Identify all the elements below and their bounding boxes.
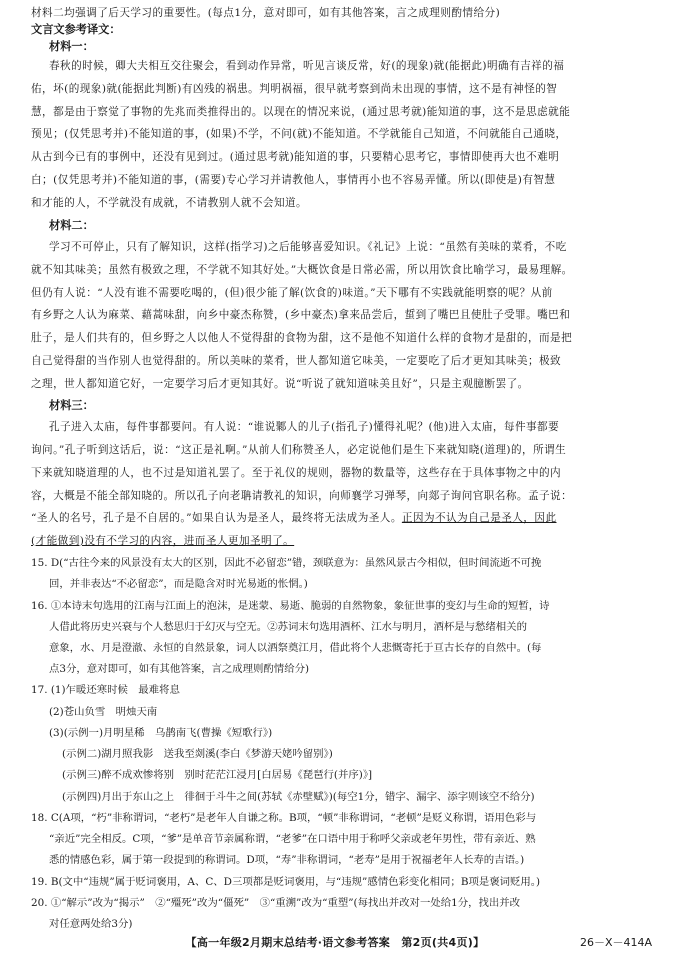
material-three-line (31, 511, 651, 525)
material-three-title: 材料三： (49, 398, 94, 412)
answer-line: “亲近”完全相反。C项，“爹”是单音节亲属称谓，“老爹”在口语中用于称呼父亲或老年男性，带有亲近、熟 (49, 833, 536, 846)
answer-line: 点3分，意对即可，如有其他答案，言之成理则酌情给分) (49, 663, 310, 676)
material-three-line: 下来就知晓道理的人，也不过是知道礼罢了。至于礼仪的规则，器物的数量等，这些存在于具体事物之中的内 (31, 467, 562, 479)
answer-line: 19. B(文中“违规”属于贬词褒用，A、C、D三项都是贬词褒用，与“违规”感情色彩变化相同；B项是褒词贬用。) (31, 875, 541, 888)
answer-line: (3)(示例一)月明星稀 乌鹊南飞(曹操《短歌行》) (49, 726, 273, 739)
section-title: 文言文参考译文： (31, 22, 121, 36)
material-three-line: 孔子进入太庙，每件事都要问。有人说：“谁说鄹人的儿子(指孔子)懂得礼呢？(他)进入太庙，每件事都要 (49, 421, 560, 433)
material-one-title: 材料一： (49, 39, 94, 53)
material-two-line: 有乡野之人认为麻菜、藉蒿味甜，向乡中豪杰称赞，(乡中豪杰)拿来品尝后，蜇到了嘴巴且使肚子受罪。嘴巴和 (31, 309, 571, 321)
material-three-underlined-text: (才能做到)没有不学习的内容，进而圣人更加圣明了。 (31, 535, 295, 547)
material-one-line: 白；(仅凭思考并)不能知道的事，(需要)专心学习并请教他人，事情再小也不容易弄懂。所以(即使是)有智慧 (31, 174, 556, 186)
material-one-line: 从古到今已有的事例中，还没有见到过。(通过思考就)能知道的事，只要精心思考它，事情即使再大也不难明 (31, 151, 560, 163)
answer-line: 20. ①“解示”改为“揭示” ②“殭死”改为“僵死” ③“重溯”改为“重塑”(每找出并改对一处给1分，找出并改 (31, 896, 521, 909)
material-one-line: 慧，都是由于察觉了事物的先兆而类推得出的。以现在的情况来说，(通过思考就)能知道的事，这不是思虑就能 (31, 106, 571, 118)
top-line: 材料二均强调了后天学习的重要性。(每点1分，意对即可，如有其他答案，言之成理则酌情给分) (31, 7, 501, 19)
answer-line: 回，并非表达“不必留恋”，而是隐含对时光易逝的怅惘。) (49, 578, 308, 591)
material-one-line: 春秋的时候，卿大夫相互交往聚会，看到动作异常，听见言谈反常，好(的现象)就(能据此)明确有吉祥的福 (49, 60, 565, 72)
answer-line: 17. (1)乍暖还寒时候 最难将息 (31, 684, 180, 697)
material-one-line: 和才能的人，不学就没有成就，不请教别人就不会知道。 (31, 197, 308, 209)
material-one-line: 预见；(仅凭思考并)不能知道的事，(如果)不学，不问(就)不能知道。不学就能自己知道，不问就能自己通晓， (31, 128, 567, 140)
page-footer (0, 935, 677, 951)
answer-line: (示例四)月出于东山之上 徘徊于斗牛之间(苏轼《赤壁赋》)(每空1分，错字、漏字、添字则该空不给分) (62, 790, 535, 803)
answer-line: (2)苍山负雪 明烛天南 (49, 705, 158, 718)
answer-line: 悉的情感色彩，属于第一段提到的称谓词。D项，“寿”非称谓词，“老寿”是用于祝福老年人长寿的吉语。) (49, 854, 525, 867)
material-two-line: 就不知其味美；虽然有极致之理，不学就不知其好处。”大概饮食是日常必需，所以用饮食比喻学习，最易理解。 (31, 264, 573, 276)
material-two-line: 之理，世人都知道它好，一定要学习后才更知其好。说“听说了就知道味美且好”，只是主观臆断罢了。 (31, 378, 529, 390)
material-two-line: 学习不可停止，只有了解知识，这样(指学习)之后能够喜爱知识。《礼记》上说：“虽然有美味的菜肴，不吃 (49, 241, 567, 253)
answer-line: (示例三)醉不成欢惨将别 别时茫茫江浸月[白居易《琵琶行(并序)》] (62, 769, 373, 782)
answer-line: 18. C(A项，“朽”非称谓词，“老朽”是老年人自谦之称。B项，“顿”非称谓词，“老顿”是贬义称谓，语用色彩与 (31, 811, 537, 824)
answer-line: 16. ①本诗末句选用的江南与江面上的泡沫，是迷蒙、易逝、脆弱的自然物象，象征世事的变幻与生命的短暂，诗 (31, 599, 550, 612)
answer-line: 意象，水、月是澄澈、永恒的自然景象，词人以酒祭奠江月，借此将个人悲慨寄托于亘古长存的自然中。(每 (49, 641, 542, 654)
material-three-underlined-text: 正因为不认为自己是圣人，因此 (401, 512, 557, 524)
answer-line: 对任意两处给3分) (49, 918, 133, 930)
material-three-line: 容，大概是不能全部知晓的。所以孔子向老聃请教礼的知识，向师襄学习弹琴，向郯子询问官职名称。孟子说： (31, 490, 573, 502)
material-three-line (31, 534, 651, 548)
answer-line: 人借此将历史兴衰与个人愁思归于幻灭与空无。②苏词末句选用酒杯、江水与明月，酒杯是与愁绪相关的 (49, 620, 527, 633)
answer-line: 15. D(“古往今来的风景没有太大的区别，因此不必留恋”错，颈联意为：虽然风景古今相似，但时间流逝不可挽 (31, 557, 542, 569)
material-two-line: 但仍有人说：“人没有谁不需要吃喝的，(但)很少能了解(饮食的)味道。”天下哪有不实践就能明察的呢？从前 (31, 287, 553, 299)
footer-title: 【高一年级2月期末总结考·语文参考答案 第2页(共4页)】 (185, 936, 485, 949)
material-two-title: 材料二： (49, 218, 94, 232)
material-three-text: “圣人的名号，孔子是不自居的。”如果自认为是圣人，最终将无法成为圣人。 (31, 512, 402, 524)
material-two-line: 自己觉得甜的当作别人也觉得甜的。所以美味的菜肴，世人都知道它味美，一定要吃了后才更知其味美；极致 (31, 355, 562, 367)
footer-code: 26－X－414A (580, 936, 653, 949)
material-one-line: 佑，坏(的现象)就(能据此判断)有凶残的祸患。判明祸福，很早就考察到尚未出现的事情，这不是有神怪的智 (31, 83, 558, 95)
material-two-line: 肚子，是人们共有的，但乡野之人以他人不觉得甜的食物为甜，这不是他不知道什么样的食物才是甜的，而是把 (31, 332, 573, 344)
answer-line: (示例二)湖月照我影 送我至剡溪(李白《梦游天姥吟留别》) (62, 748, 333, 761)
material-three-line: 询问。”孔子听到这话后，说：“这正是礼啊。”从前人们称赞圣人，必定说他们是生下来就知晓(道理)的，所谓生 (31, 444, 567, 456)
